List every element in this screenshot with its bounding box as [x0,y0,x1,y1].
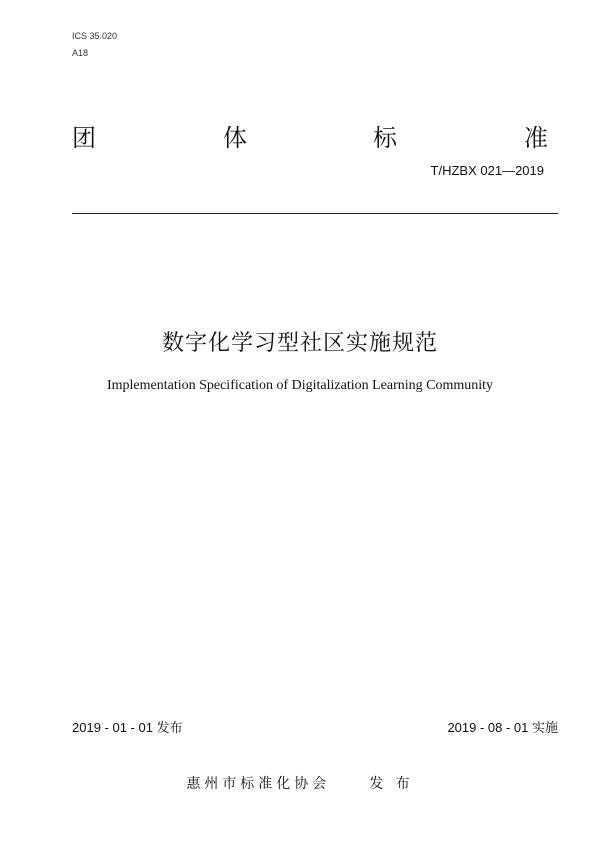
divider [72,213,558,214]
category-char: 体 [223,124,247,152]
category-char: 准 [524,124,548,152]
title-english: Implementation Specification of Digitalization Learning Community [106,378,494,393]
title-chinese: 数字化学习型社区实施规范 [161,331,438,356]
effective-date: 2019 - 08 - 01 实施 [447,720,558,735]
publisher-name: 惠州市标准化协会 [186,776,331,792]
ics-code: ICS 35.020 [72,31,118,41]
category-char: 标 [373,124,397,152]
category-char: 团 [72,124,96,152]
standard-code: T/HZBX 021—2019 [430,163,544,178]
publisher-action: 发 布 [369,776,414,792]
ccs-code: A18 [72,48,89,58]
publisher [0,773,600,793]
issue-date: 2019 - 01 - 01 发布 [72,720,183,735]
